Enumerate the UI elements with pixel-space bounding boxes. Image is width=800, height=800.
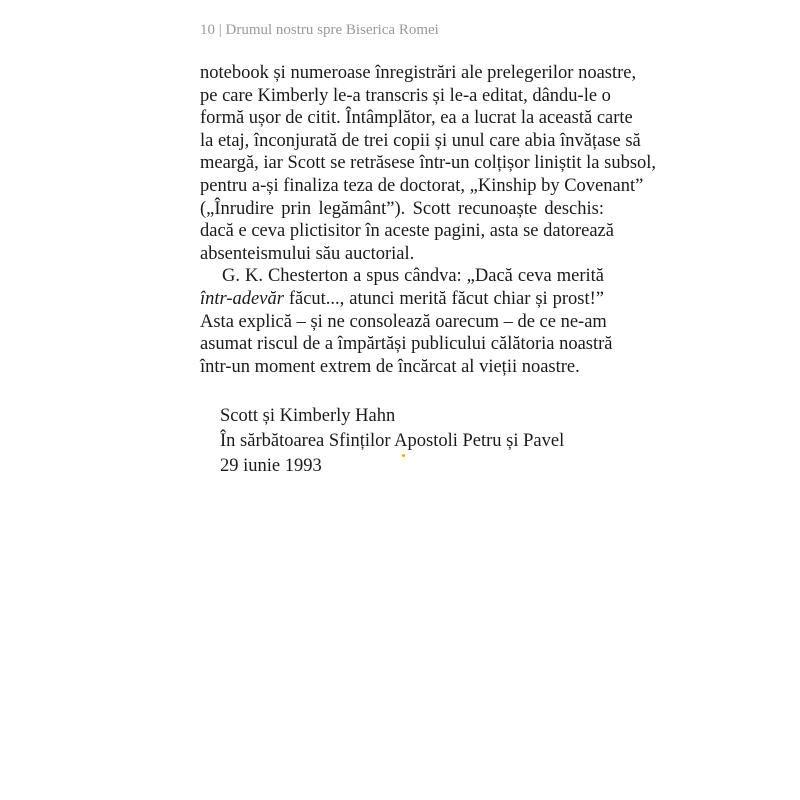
italic-phrase: într-adevăr [200,288,284,309]
text-line: („Înrudire prin legământ”). Scott recunoaște deschis: [200,198,604,219]
body-text [200,62,657,378]
text-line: formă ușor de citit. Întâmplător, ea a lucrat la această carte [200,108,633,129]
text-line: meargă, iar Scott se retrăsese într-un colțișor liniștit la subsol, [200,153,657,174]
signature-block [220,404,564,479]
paragraph-1 [200,62,657,265]
text-line: notebook și numeroase înregistrări ale prelegerilor noastre, [200,63,637,83]
feast-occasion: În sărbătoarea Sfinților Apostoli Petru și Pavel [220,431,565,451]
author-names: Scott și Kimberly Hahn [220,406,396,426]
text-line: într-un moment extrem de încărcat al vieții noastre. [200,356,580,377]
paragraph-2 [200,265,613,378]
header-separator: | [218,22,222,38]
text-line: pentru a-și finaliza teza de doctorat, „Kinship by Covenant” [200,175,644,196]
signature-date: 29 iunie 1993 [220,456,322,476]
text-line: la etaj, înconjurată de trei copii și unul care abia învățase să [200,130,641,151]
page-number: 10 [200,22,215,38]
text-line: dacă e ceva plictisitor în aceste pagini, asta se datorează [200,221,614,242]
ink-speck [402,454,405,457]
text-fragment: făcut..., atunci merită făcut chiar și prost!” [283,288,604,309]
running-header [200,22,439,39]
text-line: pe care Kimberly le-a transcris și le-a editat, dându-le o [200,85,611,106]
text-line: G. K. Chesterton a spus cândva: „Dacă ceva merită [222,266,604,287]
text-line [200,288,604,311]
book-title: Drumul nostru spre Biserica Romei [225,22,439,38]
text-line: Asta explică – și ne consolează oarecum – de ce ne-am [200,311,607,332]
text-line: absenteismului său auctorial. [200,243,415,264]
text-line: asumat riscul de a împărtăși publicului călătoria noastră [200,334,613,355]
